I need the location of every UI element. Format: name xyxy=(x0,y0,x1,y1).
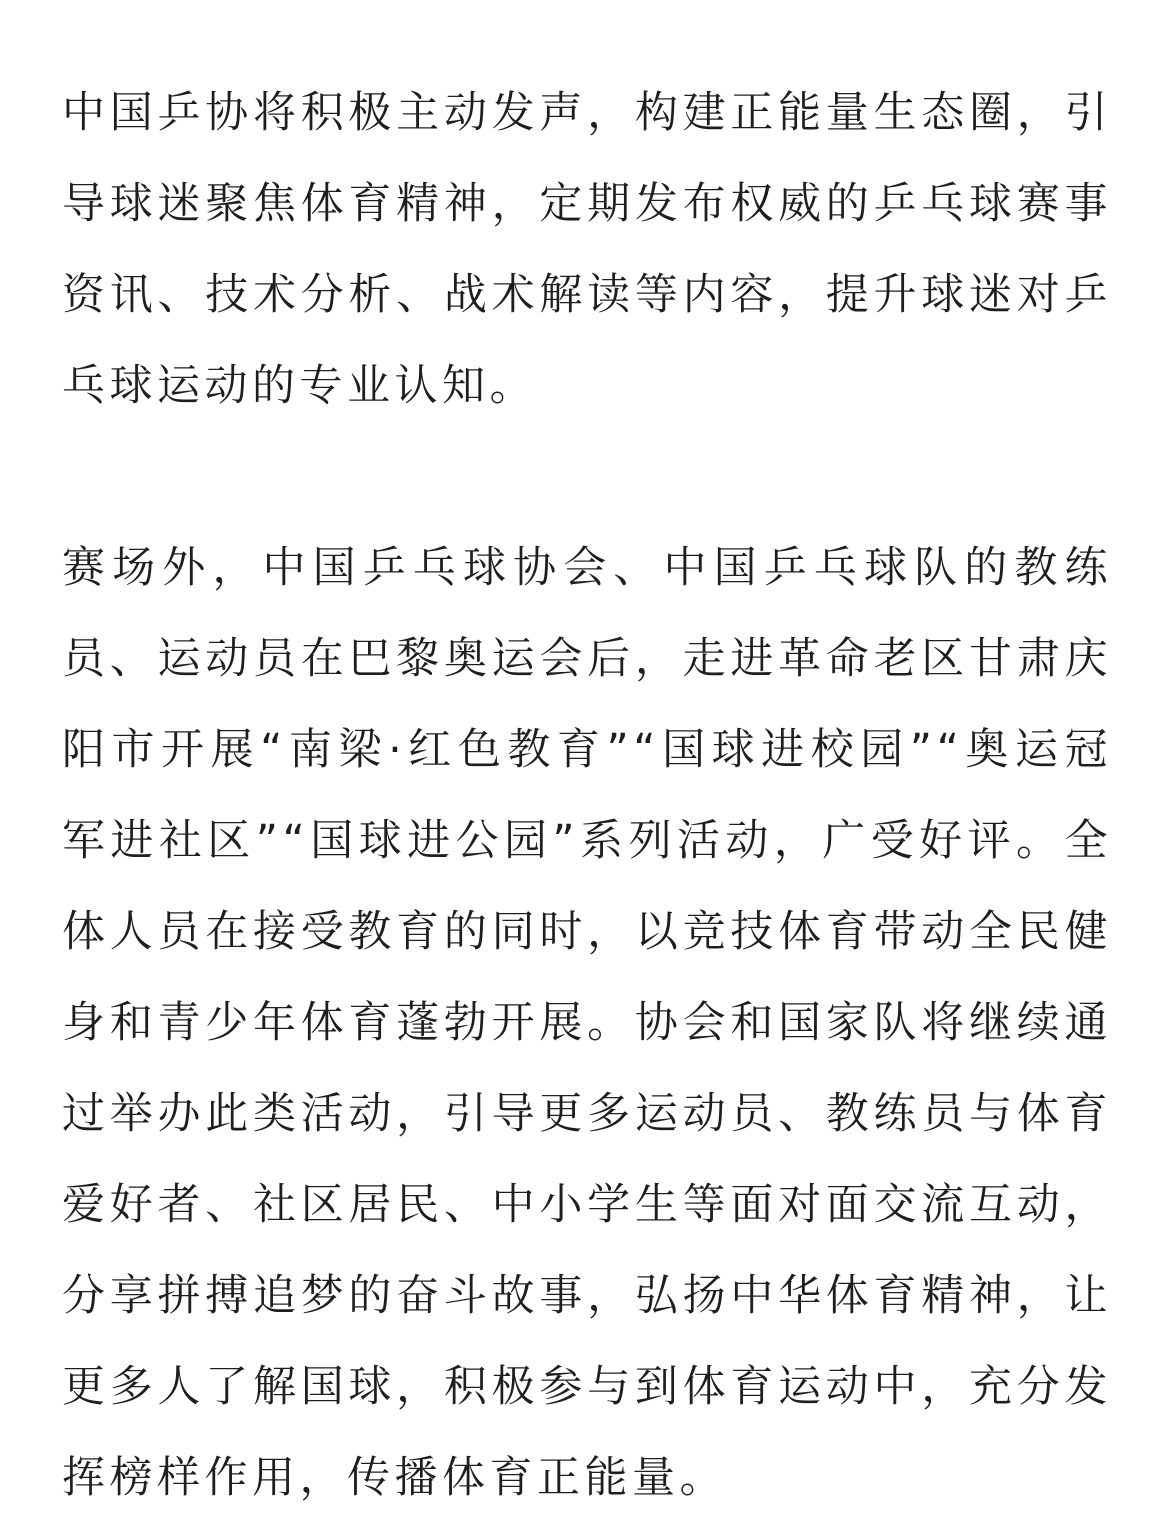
paragraph-2: 赛场外，中国乒乓球协会、中国乒乓球队的教练员、运动员在巴黎奥运会后，走进革命老区甘肃庆阳市开展“南梁·红色教育”“国球进校园”“奥运冠军进社区”“国球进公园”系列活动，广受好评。全体人员在接受教育的同时，以竞技体育带动全民健身和青少年体育蓬勃开展。协会和国家队将继续通过举办此类活动，引导更多运动员、教练员与体育爱好者、社区居民、中小学生等面对面交流互动，分享拼搏追梦的奋斗故事，弘扬中华体育精神，让更多人了解国球，积极参与到体育运动中，充分发挥榜样作用，传播体育正能量。 xyxy=(62,543,1112,1503)
blurred-watermark xyxy=(380,1448,780,1488)
article-body xyxy=(62,68,1112,1524)
paragraph-1: 中国乒协将积极主动发声，构建正能量生态圈，引导球迷聚焦体育精神，定期发布权威的乒乓球赛事资讯、技术分析、战术解读等内容，提升球迷对乒乓球运动的专业认知。 xyxy=(62,88,1112,411)
